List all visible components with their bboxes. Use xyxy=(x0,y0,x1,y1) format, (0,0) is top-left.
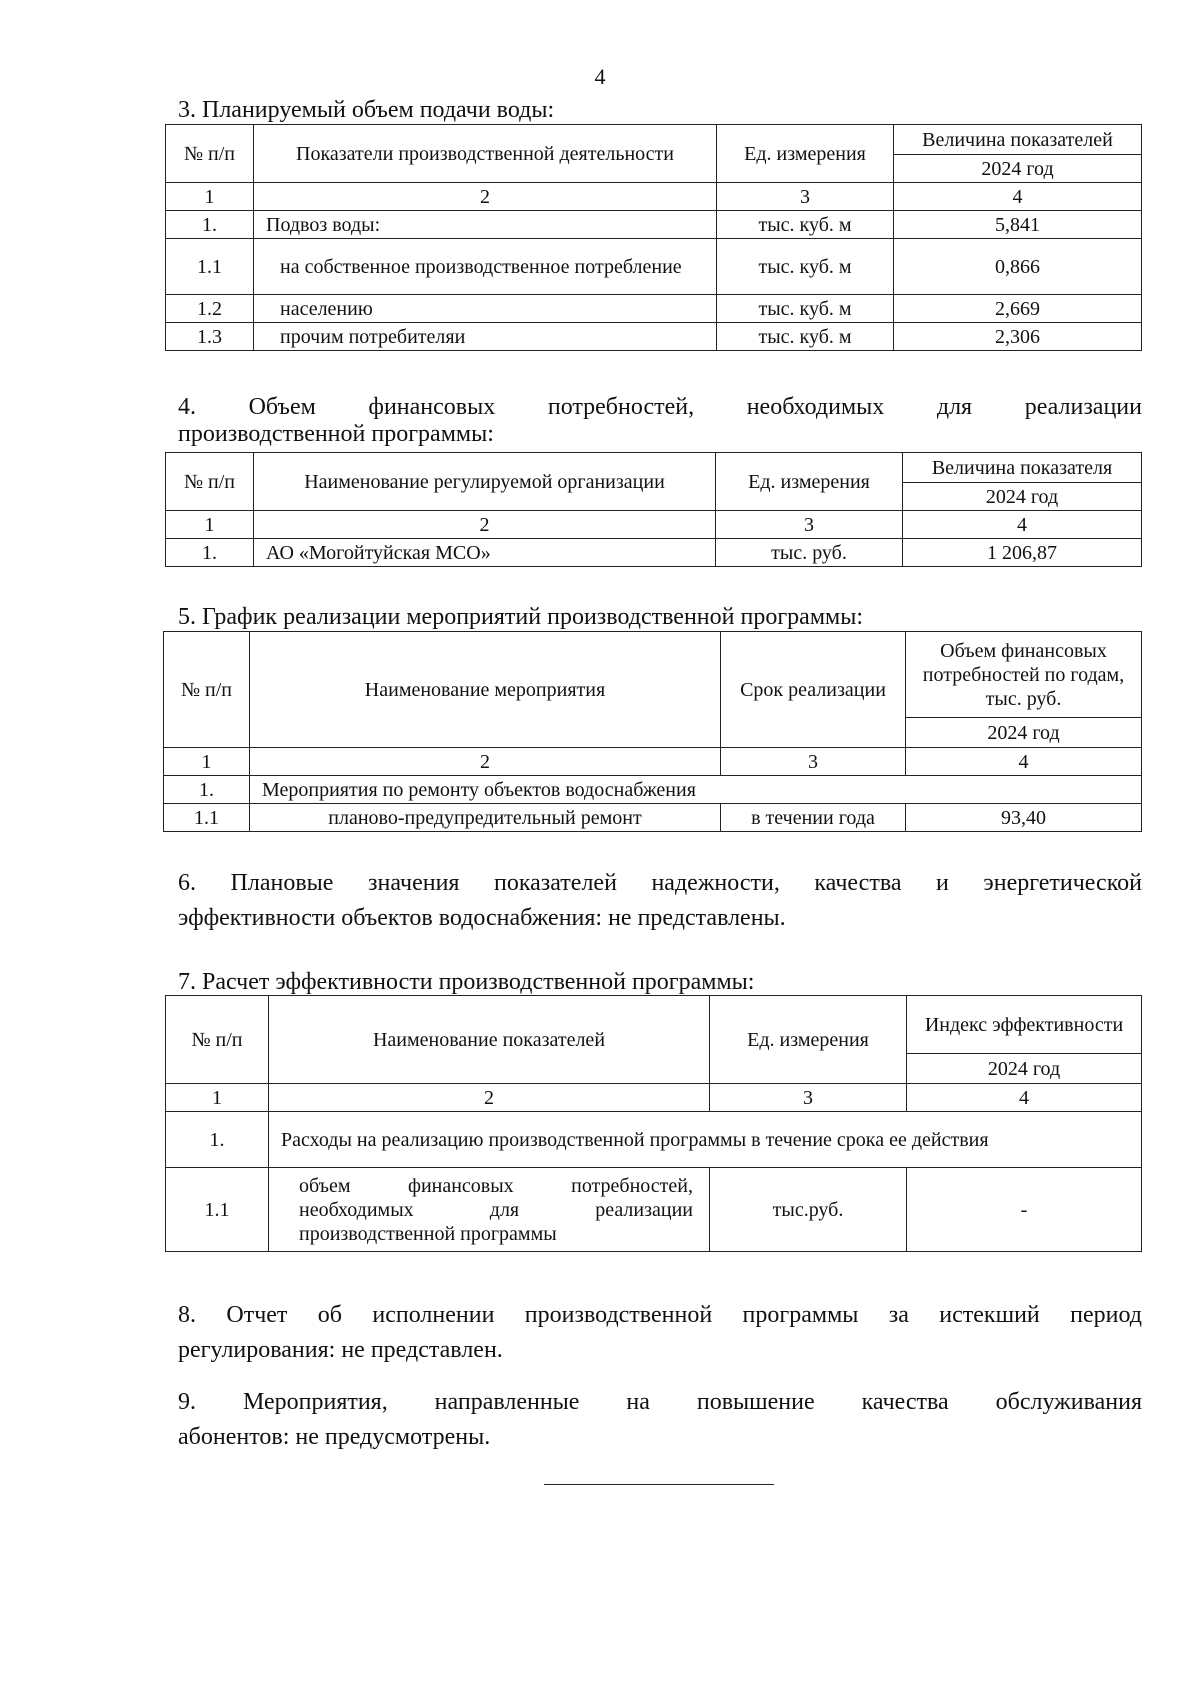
row-num: 1. xyxy=(164,776,250,804)
row-name-line1: объем финансовых потребностей, xyxy=(299,1174,693,1197)
header-year: 2024 год xyxy=(903,483,1142,511)
row-name: Подвоз воды: xyxy=(254,211,717,239)
row-unit: тыс. куб. м xyxy=(717,323,894,351)
row-name: планово-предупредительный ремонт xyxy=(250,804,721,832)
row-num: 1.3 xyxy=(166,323,254,351)
schedule-table xyxy=(163,631,1142,832)
row-num: 1.2 xyxy=(166,295,254,323)
col-number: 4 xyxy=(907,1084,1142,1112)
row-name-line2: необходимых для реализации xyxy=(299,1198,693,1221)
row-value: 2,669 xyxy=(894,295,1142,323)
header-unit: Ед. измерения xyxy=(717,125,894,183)
row-num: 1. xyxy=(166,1112,269,1168)
header-num: № п/п xyxy=(166,453,254,511)
row-name: прочим потребителяи xyxy=(254,323,717,351)
header-year: 2024 год xyxy=(894,155,1142,183)
row-unit: тыс. куб. м xyxy=(717,295,894,323)
section9-text xyxy=(178,1385,1142,1455)
row-num: 1.1 xyxy=(164,804,250,832)
header-term: Срок реализации xyxy=(721,632,906,748)
header-year: 2024 год xyxy=(906,718,1142,748)
row-value: 2,306 xyxy=(894,323,1142,351)
row-name: АО «Могойтуйская МСО» xyxy=(254,539,716,567)
header-indicator: Показатели производственной деятельности xyxy=(254,125,717,183)
header-volume: Объем финансовых потребностей по годам, тыс. руб. xyxy=(906,632,1142,718)
row-num: 1.1 xyxy=(166,1168,269,1252)
section4-title-line2: производственной программы: xyxy=(178,421,494,447)
row-term: в течении года xyxy=(721,804,906,832)
row-num: 1. xyxy=(166,211,254,239)
row-name: на собственное производственное потребление xyxy=(254,239,717,295)
row-num: 1. xyxy=(166,539,254,567)
header-index: Индекс эффективности xyxy=(907,996,1142,1054)
row-value: 5,841 xyxy=(894,211,1142,239)
header-num: № п/п xyxy=(166,125,254,183)
header-num: № п/п xyxy=(166,996,269,1084)
row-name: Мероприятия по ремонту объектов водоснабжения xyxy=(250,776,1142,804)
section4-title xyxy=(178,390,1142,452)
col-number: 3 xyxy=(716,511,903,539)
efficiency-table xyxy=(165,995,1142,1252)
section8-line2: регулирования: не представлен. xyxy=(178,1337,503,1363)
table-row xyxy=(166,239,1142,295)
section5-title: 5. График реализации мероприятий производственной программы: xyxy=(178,604,863,630)
header-event: Наименование мероприятия xyxy=(250,632,721,748)
header-num: № п/п xyxy=(164,632,250,748)
page-number: 4 xyxy=(594,64,606,89)
col-number: 3 xyxy=(717,183,894,211)
row-num: 1.1 xyxy=(166,239,254,295)
section8-line1: 8. Отчет об исполнении производственной программы за истекший период xyxy=(178,1302,1142,1328)
section9-line1: 9. Мероприятия, направленные на повышение качества обслуживания xyxy=(178,1389,1142,1415)
row-unit: тыс. куб. м xyxy=(717,211,894,239)
header-value: Величина показателей xyxy=(894,125,1142,155)
section4-title-line1: 4. Объем финансовых потребностей, необходимых для реализации xyxy=(178,394,1142,420)
col-number: 3 xyxy=(710,1084,907,1112)
col-number: 2 xyxy=(254,183,717,211)
row-name-line3: производственной программы xyxy=(299,1222,557,1245)
col-number: 4 xyxy=(906,748,1142,776)
water-supply-table xyxy=(165,124,1142,351)
header-unit: Ед. измерения xyxy=(710,996,907,1084)
table-group-row xyxy=(164,776,1142,804)
header-org: Наименование регулируемой организации xyxy=(254,453,716,511)
table-row xyxy=(166,211,1142,239)
table-row xyxy=(164,804,1142,832)
closing-rule xyxy=(544,1484,774,1485)
table-group-row xyxy=(166,1112,1142,1168)
section6-line2: эффективности объектов водоснабжения: не представлены. xyxy=(178,905,786,931)
row-value: 0,866 xyxy=(894,239,1142,295)
col-number: 1 xyxy=(166,511,254,539)
row-unit: тыс. куб. м xyxy=(717,239,894,295)
financial-needs-table xyxy=(165,452,1142,567)
section9-line2: абонентов: не предусмотрены. xyxy=(178,1424,491,1450)
col-number: 1 xyxy=(164,748,250,776)
col-number: 1 xyxy=(166,183,254,211)
table-row xyxy=(166,295,1142,323)
col-number: 4 xyxy=(894,183,1142,211)
row-value: 1 206,87 xyxy=(903,539,1142,567)
section6-text xyxy=(178,866,1142,936)
row-name xyxy=(269,1168,710,1252)
header-year: 2024 год xyxy=(907,1054,1142,1084)
row-value: 93,40 xyxy=(906,804,1142,832)
col-number: 2 xyxy=(254,511,716,539)
col-number: 1 xyxy=(166,1084,269,1112)
table-row xyxy=(166,1168,1142,1252)
section8-text xyxy=(178,1298,1142,1368)
col-number: 4 xyxy=(903,511,1142,539)
section7-title: 7. Расчет эффективности производственной программы: xyxy=(178,969,755,995)
header-indicator: Наименование показателей xyxy=(269,996,710,1084)
header-value: Величина показателя xyxy=(903,453,1142,483)
section3-title: 3. Планируемый объем подачи воды: xyxy=(178,97,555,123)
section6-line1: 6. Плановые значения показателей надежности, качества и энергетической xyxy=(178,870,1142,896)
row-name: населению xyxy=(254,295,717,323)
row-unit: тыс. руб. xyxy=(716,539,903,567)
table-row xyxy=(166,323,1142,351)
row-value: - xyxy=(907,1168,1142,1252)
row-unit: тыс.руб. xyxy=(710,1168,907,1252)
row-name: Расходы на реализацию производственной программы в течение срока ее действия xyxy=(269,1112,1142,1168)
col-number: 2 xyxy=(250,748,721,776)
header-unit: Ед. измерения xyxy=(716,453,903,511)
col-number: 3 xyxy=(721,748,906,776)
table-row xyxy=(166,539,1142,567)
col-number: 2 xyxy=(269,1084,710,1112)
